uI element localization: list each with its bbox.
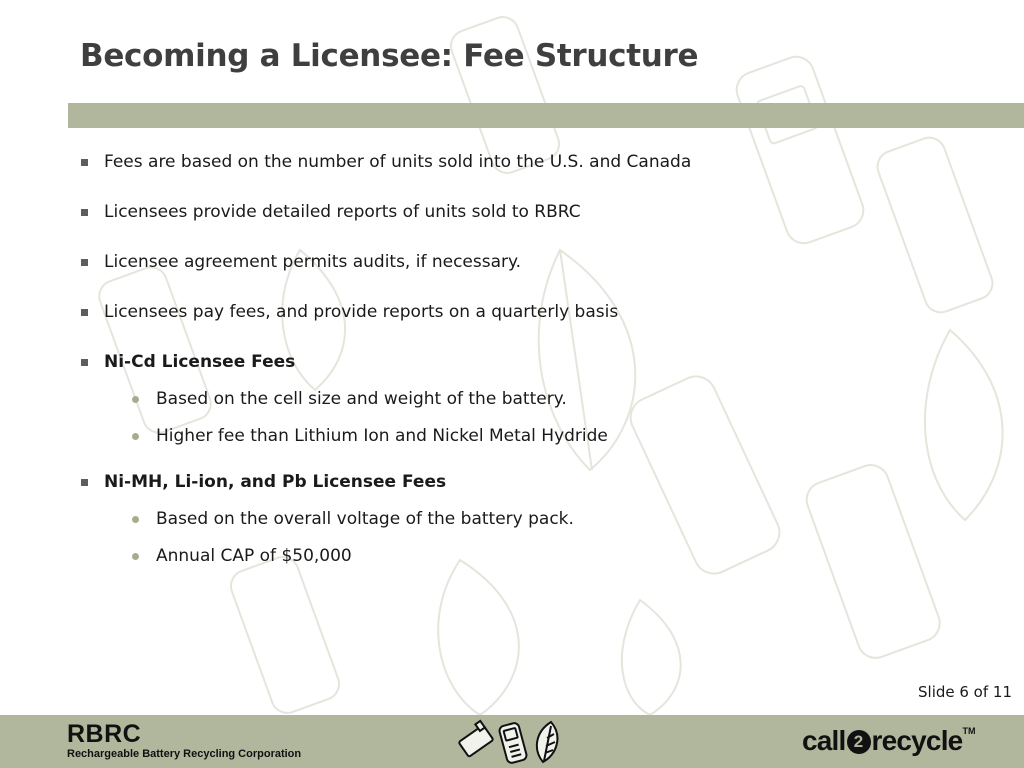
slide-title: Becoming a Licensee: Fee Structure (80, 38, 699, 74)
square-bullet-icon (81, 209, 88, 216)
brand-digit-badge: 2 (847, 730, 871, 754)
bullet-text: Licensees provide detailed reports of units sold to RBRC (104, 202, 581, 222)
slide-number: Slide 6 of 11 (918, 683, 1012, 701)
round-bullet-icon (132, 396, 139, 403)
bullet-item (80, 150, 1000, 174)
call2recycle-logo (802, 725, 975, 757)
sub-bullet-item (80, 507, 1000, 531)
sub-bullet-text: Based on the overall voltage of the battery pack. (156, 509, 574, 529)
sub-bullet-text: Annual CAP of $50,000 (156, 546, 352, 566)
footer-icon-group (455, 718, 565, 766)
round-bullet-icon (132, 433, 139, 440)
round-bullet-icon (132, 553, 139, 560)
rbrc-logo-subtitle: Rechargeable Battery Recycling Corporation (67, 748, 302, 760)
sub-bullet-list (80, 507, 1000, 568)
square-bullet-icon (81, 359, 88, 366)
bullet-item (80, 300, 1000, 324)
square-bullet-icon (81, 159, 88, 166)
title-divider-band (68, 103, 1024, 128)
bullet-item-nicd-fees (80, 350, 1000, 374)
bullet-text: Ni-MH, Li-ion, and Pb Licensee Fees (104, 472, 447, 492)
bullet-text: Ni-Cd Licensee Fees (104, 352, 296, 372)
sub-bullet-item (80, 424, 1000, 448)
bullet-text: Licensee agreement permits audits, if necessary. (104, 252, 522, 272)
bullet-item-nimh-fees (80, 470, 1000, 494)
round-bullet-icon (132, 516, 139, 523)
cell-phone-icon (498, 722, 527, 764)
brand-trademark: TM (962, 726, 976, 736)
bullet-text: Fees are based on the number of units sold into the U.S. and Canada (104, 152, 692, 172)
square-bullet-icon (81, 259, 88, 266)
sub-bullet-item (80, 387, 1000, 411)
rbrc-logo: RBRC (67, 720, 142, 748)
square-bullet-icon (81, 479, 88, 486)
bullet-list (80, 150, 1000, 590)
footer-band (0, 715, 1024, 768)
battery-icon (459, 721, 494, 757)
sub-bullet-text: Based on the cell size and weight of the battery. (156, 389, 567, 409)
sub-bullet-list (80, 387, 1000, 448)
brand-right: recycle (871, 725, 963, 756)
sub-bullet-item (80, 544, 1000, 568)
square-bullet-icon (81, 309, 88, 316)
bullet-item (80, 200, 1000, 224)
bullet-text: Licensees pay fees, and provide reports on a quarterly basis (104, 302, 619, 322)
brand-left: call (802, 725, 846, 756)
leaf-icon (537, 722, 558, 762)
sub-bullet-text: Higher fee than Lithium Ion and Nickel Metal Hydride (156, 426, 608, 446)
bullet-item (80, 250, 1000, 274)
